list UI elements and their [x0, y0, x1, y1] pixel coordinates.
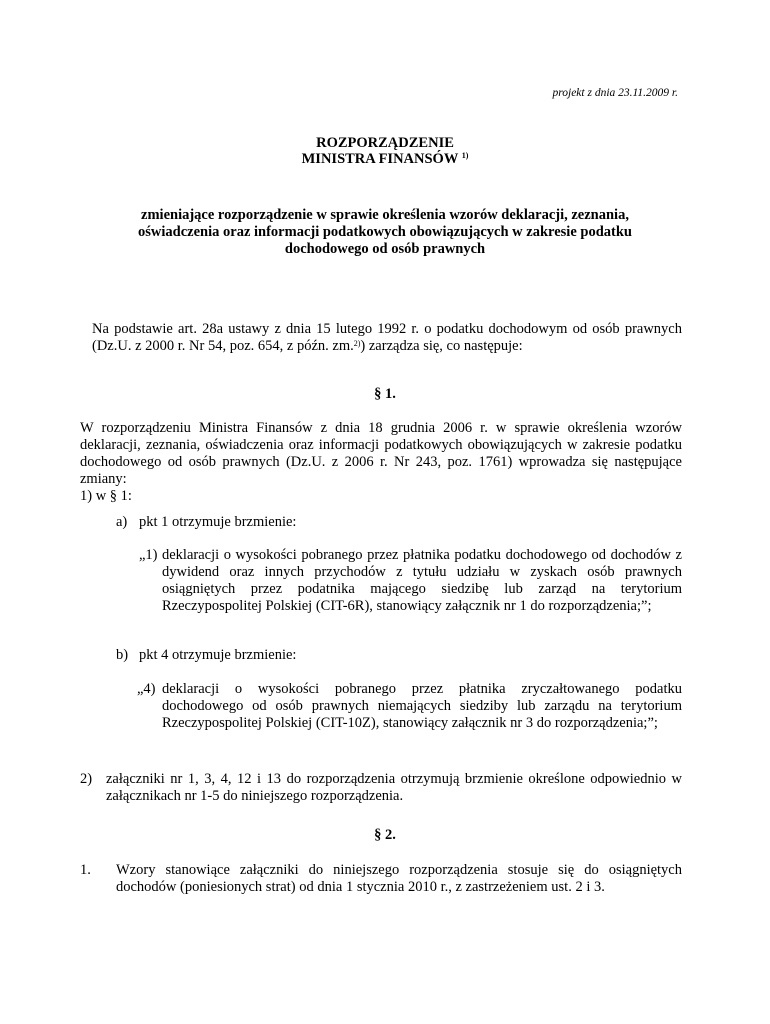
section-2-item-1-label: 1. [80, 862, 91, 878]
section-1-intro-text: W rozporządzeniu Ministra Finansów z dnia 18 grudnia 2006 r. w sprawie określenia wzorów deklaracji, zeznania, oświadczenia oraz informacji podatkowych obowiązujących w zakresie podatku dochodowego od osób prawnych (Dz.U. z 2006 r. Nr 243, poz. 1761) wprowadza się następujące zmiany: [80, 420, 682, 487]
regulation-subtitle: zmieniające rozporządzenie w sprawie określenia wzorów deklaracji, zeznania, oświadczenia oraz informacji podatkowych obowiązujących w zakresie podatku dochodowego od osób prawnych [138, 207, 632, 257]
point-2-text: załączniki nr 1, 3, 4, 12 i 13 do rozporządzenia otrzymują brzmienie określone odpowiednio w załącznikach nr 1-5 do niniejszego rozporządzenia. [106, 771, 682, 804]
section-2-item-1-text: Wzory stanowiące załączniki do niniejszego rozporządzenia stosuje się do osiągniętych dochodów (poniesionych strat) od dnia 1 stycznia 2010 r., z zastrzeżeniem ust. 2 i 3. [116, 862, 682, 895]
legal-basis-text-end: ) zarządza się, co następuje: [360, 338, 523, 354]
quote-b-text: deklaracji o wysokości pobranego przez płatnika zryczałtowanego podatku dochodowego od osób prawnych niemających siedziby lub zarządu na terytorium Rzeczypospolitej Polskiej (CIT-10Z), stanowiący załącznik nr 3 do rozporządzenia;”; [162, 681, 682, 731]
point-2-label: 2) [80, 771, 93, 787]
issuer-title [0, 151, 770, 167]
item-b-label: b) [116, 647, 129, 663]
quote-a-text: deklaracji o wysokości pobranego przez płatnika podatku dochodowego od dochodów z dywidend oraz innych przychodów z tytułu udziału w zyskach osób prawnych osiągniętych przez podatnika mającego siedzibę lub zarząd na terytorium Rzeczypospolitej Polskiej (CIT-6R), stanowiący załącznik nr 1 do rozporządzenia;”; [162, 547, 682, 614]
item-a-text: pkt 1 otrzymuje brzmienie: [139, 514, 297, 530]
issuer-name: MINISTRA FINANSÓW [301, 151, 459, 167]
footnote-marker-2: 2) [353, 339, 361, 348]
regulation-title: ROZPORZĄDZENIE [316, 135, 454, 151]
section-2-heading: § 2. [374, 827, 396, 843]
point-1-label: 1) w § 1: [80, 488, 132, 504]
quote-b-label: „4) [137, 681, 156, 697]
footnote-marker-1: 1) [461, 151, 469, 160]
item-a-label: a) [116, 514, 128, 530]
legal-basis-paragraph [92, 321, 682, 355]
section-1-heading: § 1. [374, 386, 396, 402]
project-date-note: projekt z dnia 23.11.2009 r. [552, 87, 678, 99]
section-1-body [80, 420, 682, 488]
quote-a-label: „1) [139, 547, 158, 563]
item-b-text: pkt 4 otrzymuje brzmienie: [139, 647, 297, 663]
legal-basis-text: Na podstawie art. 28a ustawy z dnia 15 lutego 1992 r. o podatku dochodowym od osób prawnych (Dz.U. z 2000 r. Nr 54, poz. 654, z późn. zm. [92, 321, 682, 354]
